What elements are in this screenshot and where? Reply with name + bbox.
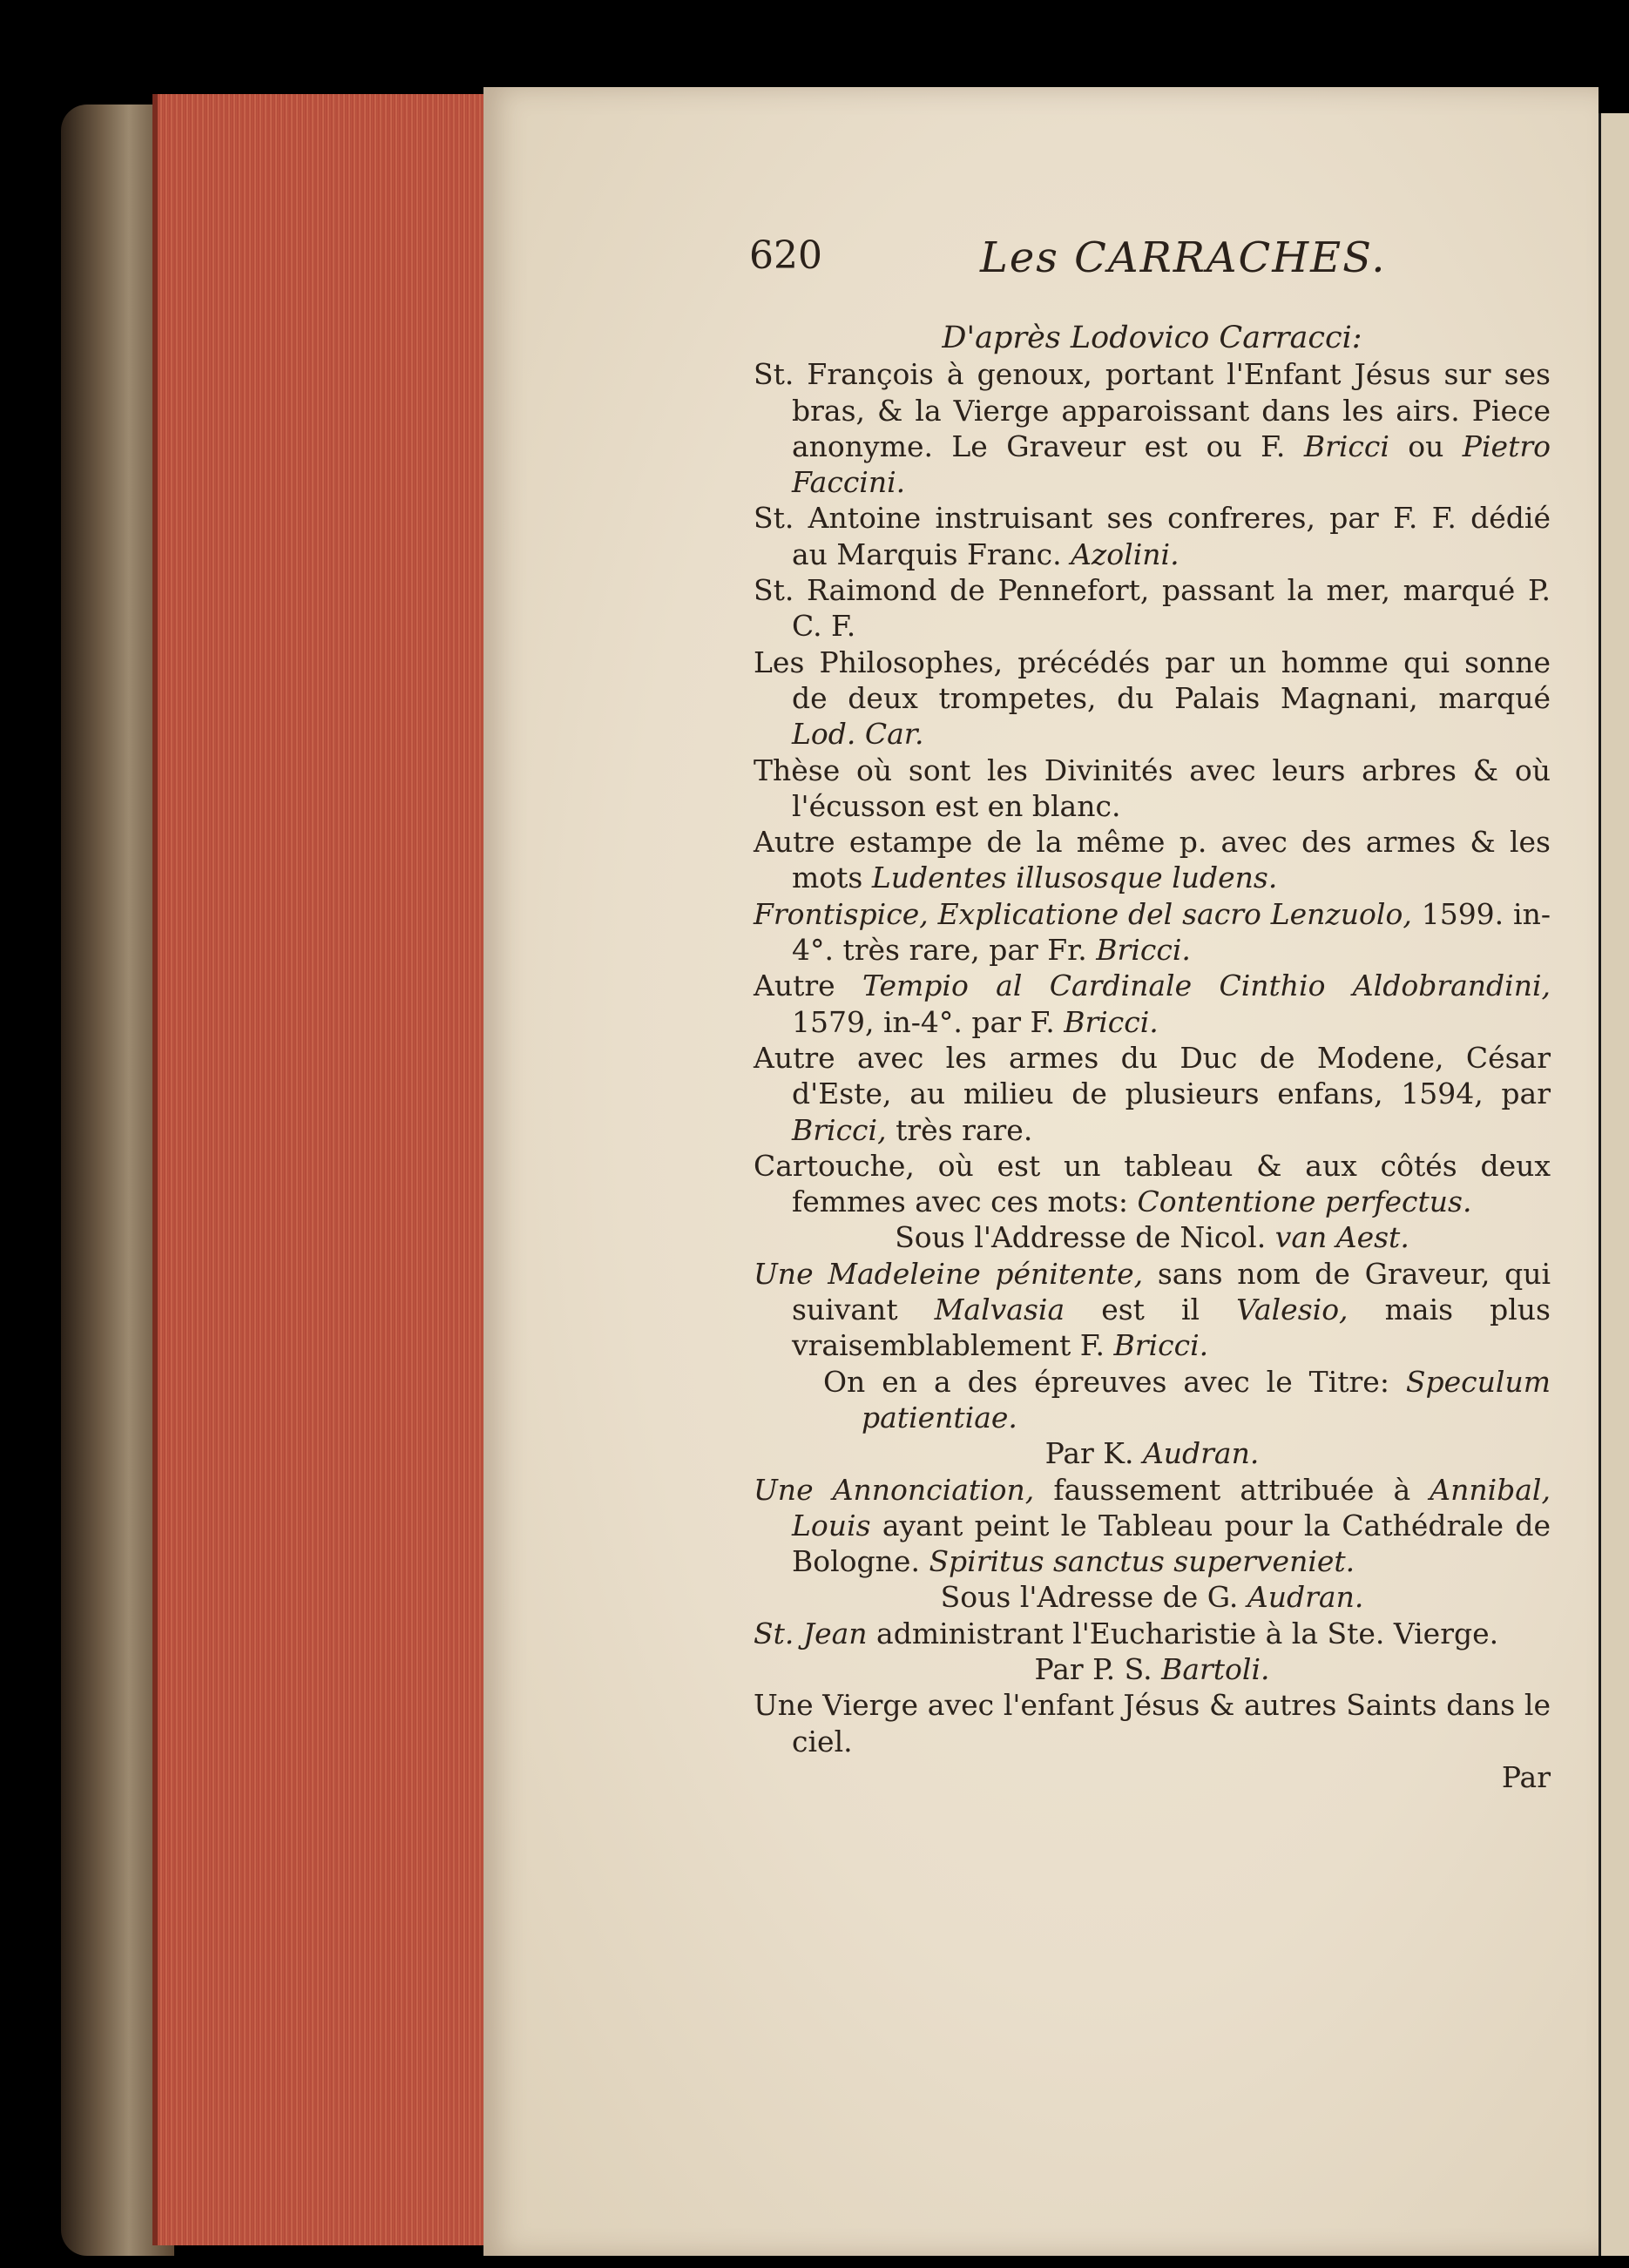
entry: Thèse où sont les Divinités avec leurs arbres & où l'écusson est en blanc.: [754, 753, 1551, 823]
entry: Une Vierge avec l'enfant Jésus & autres Saints dans le ciel.: [754, 1688, 1551, 1758]
entry: Autre avec les armes du Duc de Modene, César d'Este, au milieu de plusieurs enfans, 1594, par Bricci, très rare.: [754, 1040, 1551, 1147]
catchword: Par: [1501, 1759, 1551, 1794]
page-text: [754, 321, 1551, 1795]
entry: Une Annonciation, faussement attribuée à Annibal, Louis ayant peint le Tableau pour la Cathédrale de Bologne. Spiritus sanctus superveniet.: [754, 1472, 1551, 1579]
subheading: Sous l'Addresse de Nicol. van Aest.: [895, 1220, 1409, 1255]
entry: Frontispice, Explicatione del sacro Lenzuolo, 1599. in-4°. très rare, par Fr. Bricci.: [754, 896, 1551, 968]
entry: Autre estampe de la même p. avec des armes & les mots Ludentes illusosque ludens.: [754, 825, 1551, 895]
entry: Autre Tempio al Cardinale Cinthio Aldobrandini, 1579, in-4°. par F. Bricci.: [754, 969, 1551, 1039]
entry: Les Philosophes, précédés par un homme qui sonne de deux trompetes, du Palais Magnani, marqué Lod. Car.: [754, 645, 1551, 752]
running-title: Les CARRACHES.: [980, 233, 1387, 282]
subheading: Par K. Audran.: [1044, 1436, 1260, 1471]
entry: Cartouche, où est un tableau & aux côtés deux femmes avec ces mots: Contentione perfectus.: [754, 1148, 1551, 1219]
note: On en a des épreuves avec le Titre: Speculum patientiae.: [823, 1364, 1551, 1434]
entry: St. Antoine instruisant ses confreres, par F. F. dédié au Marquis Franc. Azolini.: [754, 501, 1551, 571]
page-number: 620: [749, 233, 822, 278]
section-heading: D'après Lodovico Carracci:: [942, 321, 1362, 355]
page-edges: [152, 94, 489, 2245]
entry: St. François à genoux, portant l'Enfant Jésus sur ses bras, & la Vierge apparoissant dans les airs. Piece anonyme. Le Graveur est ou F. Bricci ou Pietro Faccini.: [754, 357, 1551, 500]
subheading: Sous l'Adresse de G. Audran.: [940, 1580, 1364, 1615]
facing-page-edge: [1599, 113, 1629, 2256]
subheading: Par P. S. Bartoli.: [1034, 1651, 1270, 1686]
entry: St. Raimond de Pennefort, passant la mer, marqué P. C. F.: [754, 573, 1551, 644]
entry: St. Jean administrant l'Eucharistie à la Ste. Vierge.: [754, 1616, 1499, 1650]
entry: Une Madeleine pénitente, sans nom de Graveur, qui suivant Malvasia est il Valesio, mais plus vraisemblablement F. Bricci.: [754, 1256, 1551, 1363]
running-head: [749, 233, 1533, 286]
